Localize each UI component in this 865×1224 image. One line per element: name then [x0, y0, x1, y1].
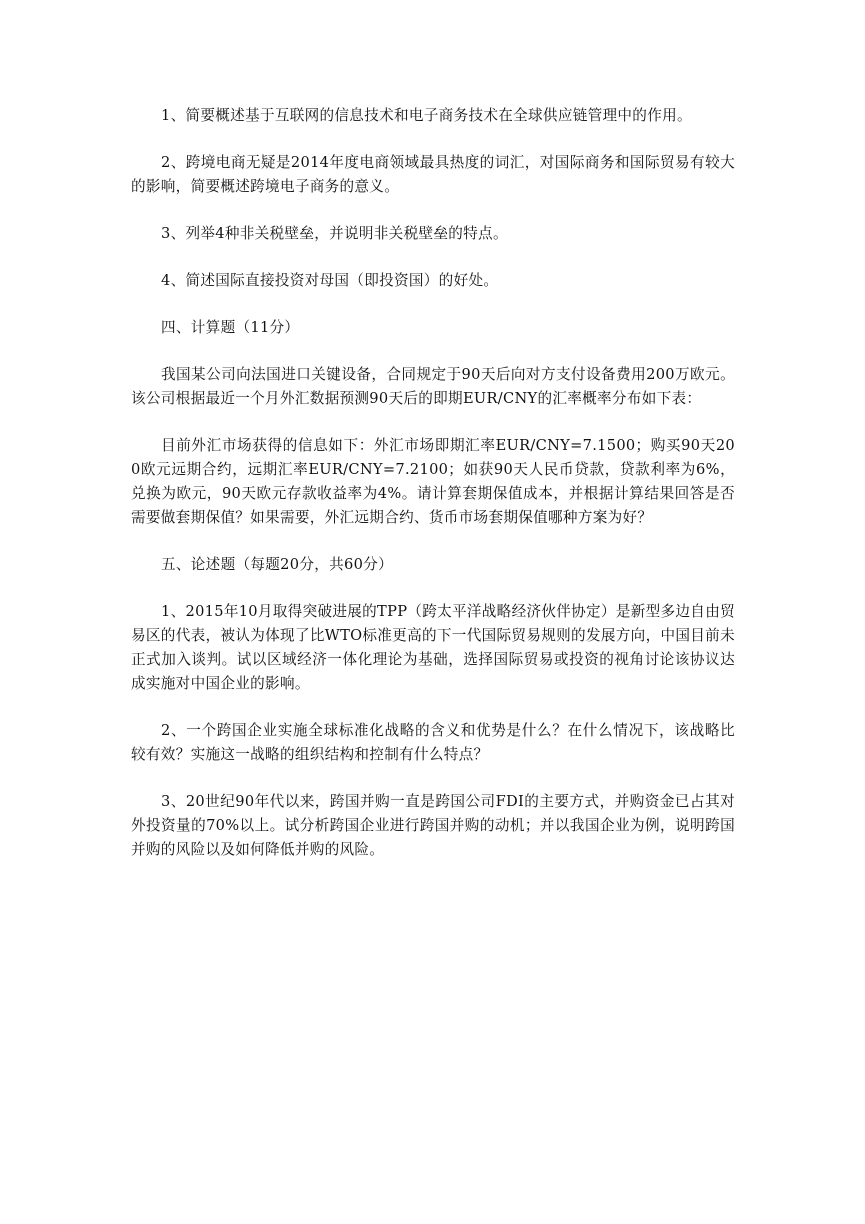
calculation-paragraph-2: 目前外汇市场获得的信息如下：外汇市场即期汇率EUR/CNY=7.1500；购买90天200欧元远期合约，远期汇率EUR/CNY=7.2100；如获90天人民币贷款，贷款利率为6%，兑换为欧元，90天欧元存款收益率为4%。请计算套期保值成本，并根据计算结果回答是否需要做套期保值？如果需要，外汇远期合约、货币市场套期保值哪种方案为好？: [131, 437, 735, 526]
short-question-4: 4、简述国际直接投资对母国（即投资国）的好处。: [161, 272, 499, 289]
short-question-2: 2、跨境电商无疑是2014年度电商领域最具热度的词汇，对国际商务和国际贸易有较大的影响，简要概述跨境电子商务的意义。: [131, 154, 735, 195]
essay-question-3: 3、20世纪90年代以来，跨国并购一直是跨国公司FDI的主要方式，并购资金已占其对外投资量的70%以上。试分析跨国企业进行跨国并购的动机；并以我国企业为例，说明跨国并购的风险以及如何降低并购的风险。: [131, 793, 735, 858]
section-title-calculation: 四、计算题（11分）: [161, 319, 300, 336]
essay-question-2: 2、一个跨国企业实施全球标准化战略的含义和优势是什么？在什么情况下，该战略比较有效？实施这一战略的组织结构和控制有什么特点？: [131, 722, 735, 763]
short-question-3: 3、列举4种非关税壁垒，并说明非关税壁垒的特点。: [161, 225, 508, 242]
short-question-1: 1、简要概述基于互联网的信息技术和电子商务技术在全球供应链管理中的作用。: [161, 107, 692, 124]
calculation-paragraph-1: 我国某公司向法国进口关键设备，合同规定于90天后向对方支付设备费用200万欧元。该公司根据最近一个月外汇数据预测90天后的即期EUR/CNY的汇率概率分布如下表：: [131, 366, 735, 407]
document-body: [131, 104, 735, 862]
section-title-essay: 五、论述题（每题20分，共60分）: [161, 556, 393, 573]
essay-question-1: 1、2015年10月取得突破进展的TPP（跨太平洋战略经济伙伴协定）是新型多边自由贸易区的代表，被认为体现了比WTO标准更高的下一代国际贸易规则的发展方向，中国目前未正式加入谈判。试以区域经济一体化理论为基础，选择国际贸易或投资的视角讨论该协议达成实施对中国企业的影响。: [131, 603, 735, 692]
